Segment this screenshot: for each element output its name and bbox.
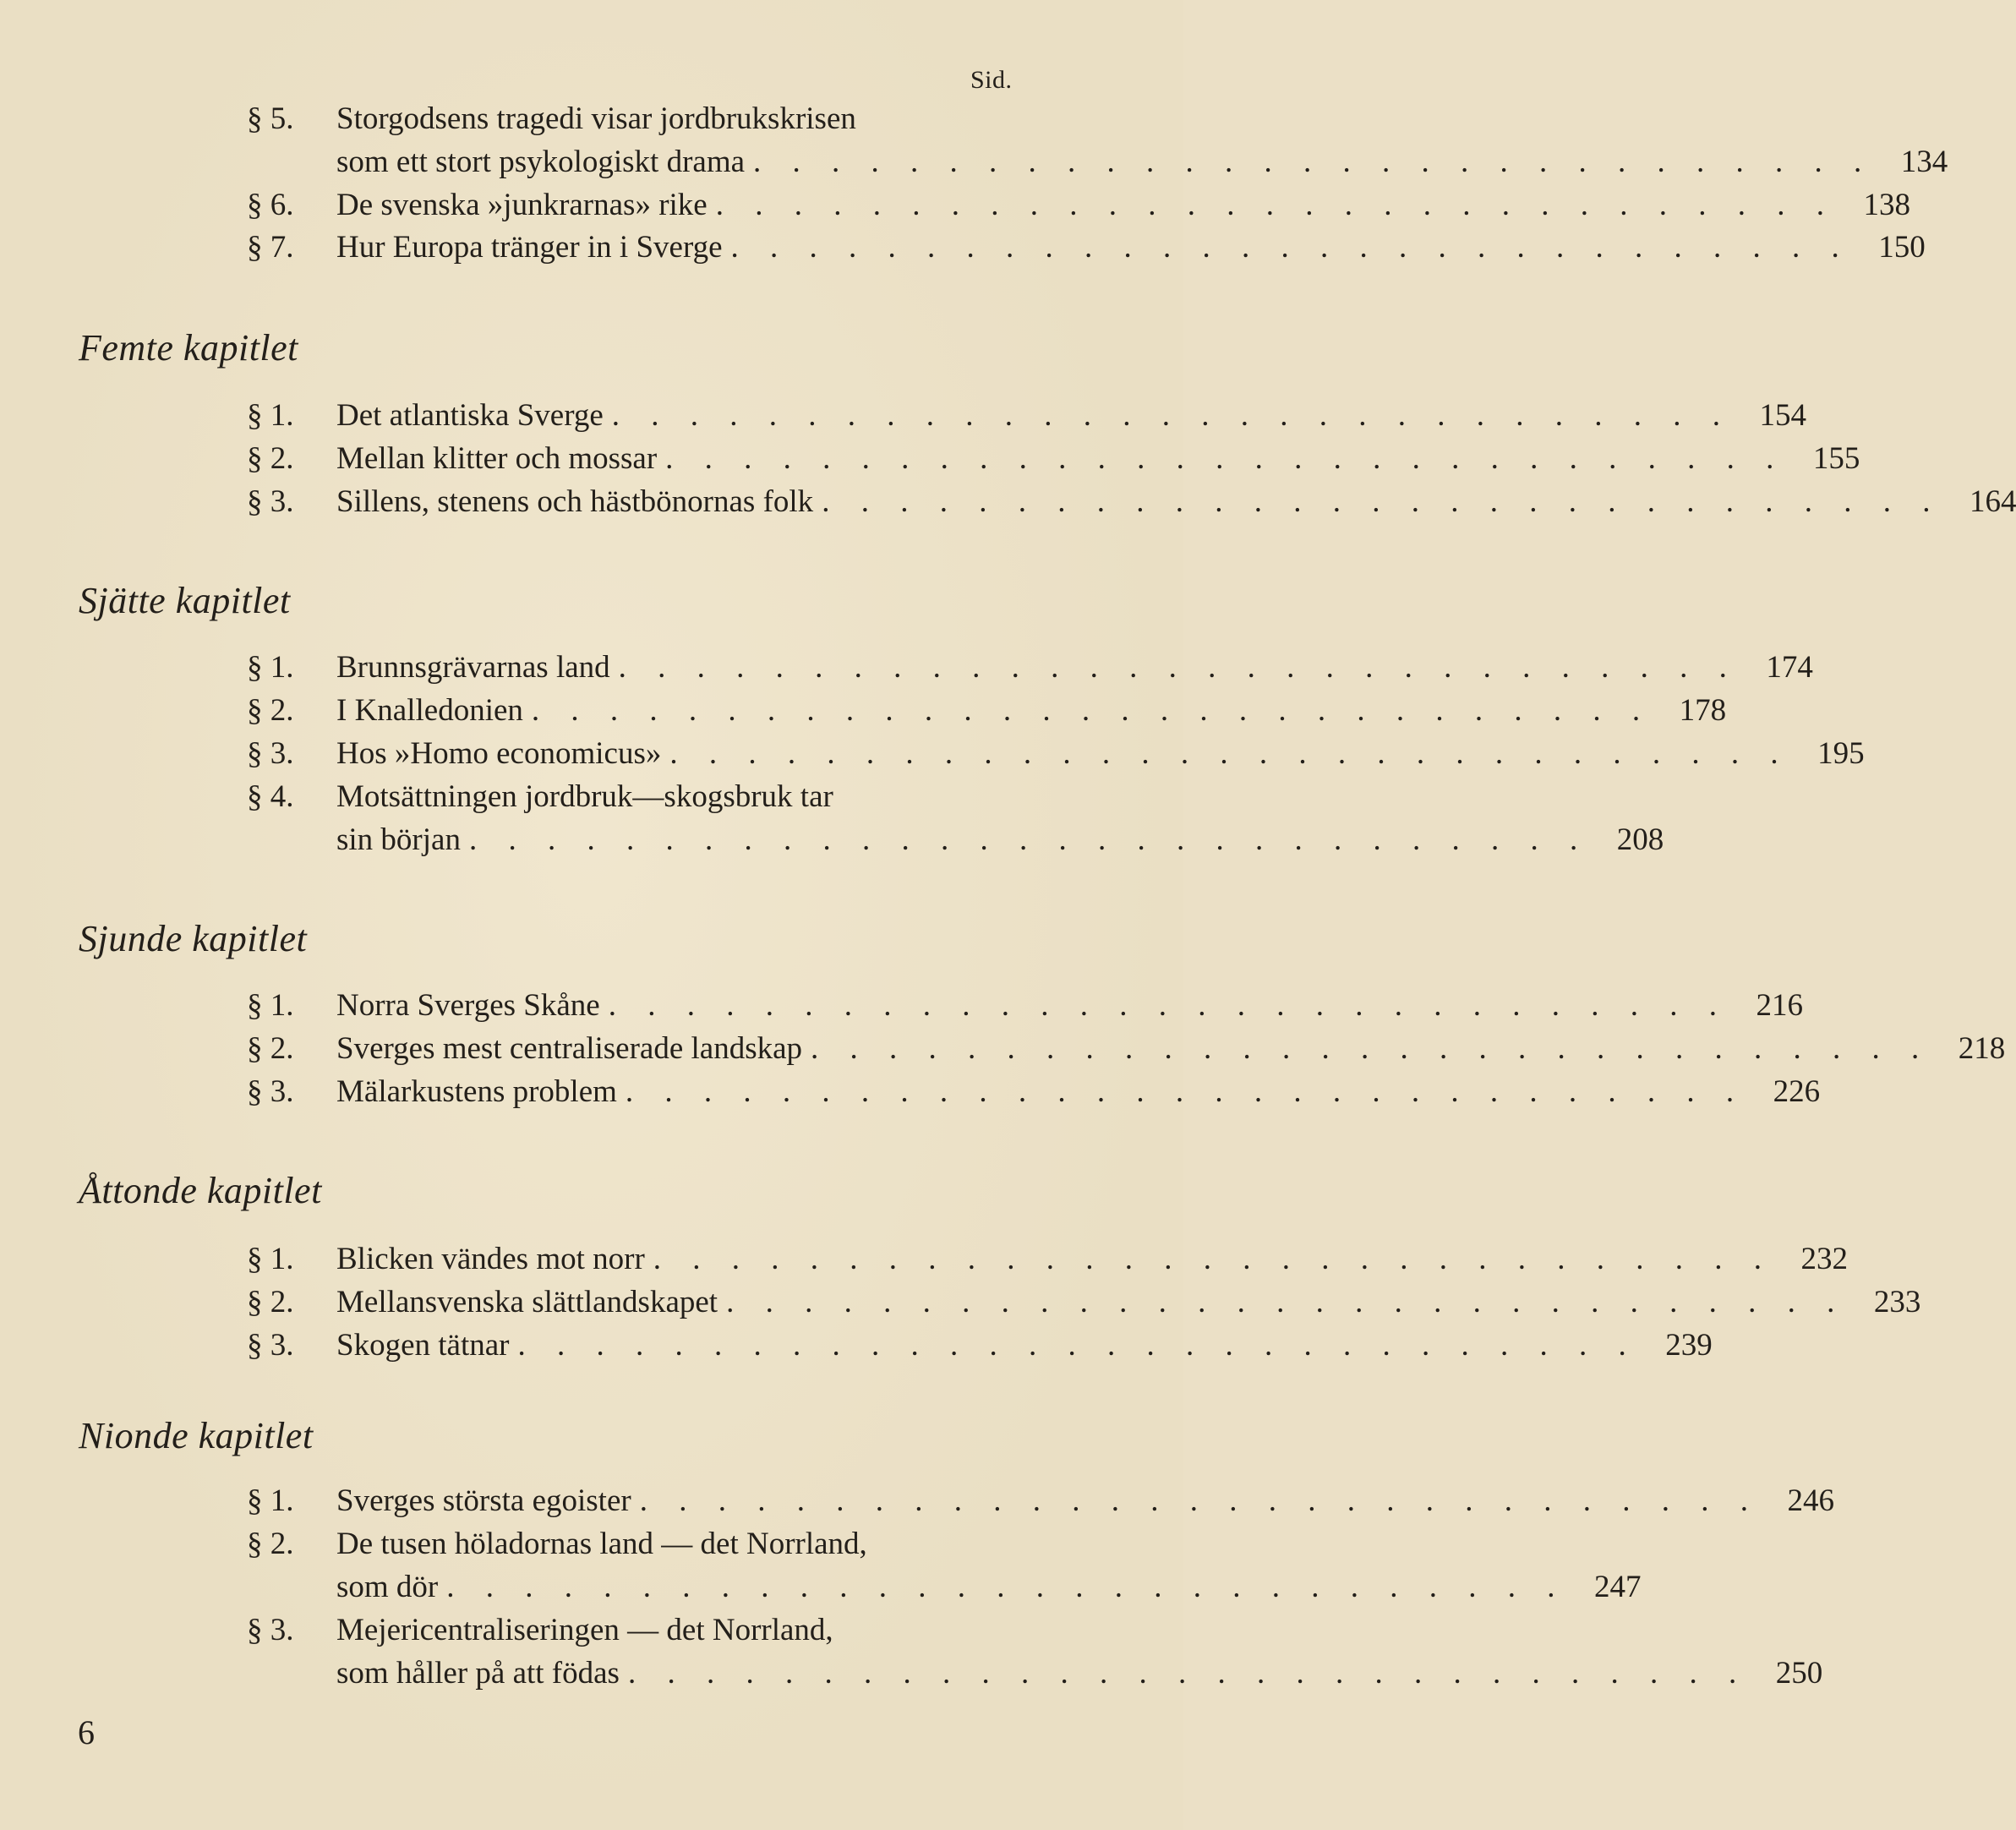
chapter-heading: Sjunde kapitlet <box>79 918 308 959</box>
entry-title: Norra Sverges Skåne <box>336 988 600 1023</box>
dot-leader: . . . . . . . . . . . . . . . . . . . . . . . . . . . . . <box>639 1483 1760 1518</box>
entry-title: som håller på att födas <box>336 1656 620 1691</box>
dot-leader: . . . . . . . . . . . . . . . . . . . . . . . . . . . . . <box>468 822 1590 857</box>
page-number: 226 <box>1773 1074 1821 1109</box>
section-number: § 2. <box>247 1285 294 1319</box>
toc-entry <box>247 1325 1713 1367</box>
toc-entry <box>247 438 1860 480</box>
dot-leader: . . . . . . . . . . . . . . . . . . . . . . . . . . . . . <box>446 1570 1567 1604</box>
toc-entry <box>247 227 1926 269</box>
dot-leader: . . . . . . . . . . . . . . . . . . . . . . . . . . . . . <box>618 650 1739 685</box>
page-number: 233 <box>1873 1285 1921 1319</box>
section-number: § 3. <box>247 1328 294 1363</box>
dot-leader: . . . . . . . . . . . . . . . . . . . . . . . . . . . . . <box>611 398 1733 433</box>
dot-leader: . . . . . . . . . . . . . . . . . . . . . . . . . . . . . <box>531 693 1653 728</box>
dot-leader: . . . . . . . . . . . . . . . . . . . . . . . . . . . . . <box>669 736 1790 771</box>
entry-title: Det atlantiska Sverge <box>336 398 604 433</box>
section-number: § 3. <box>247 736 294 771</box>
page-number: 138 <box>1863 188 1910 222</box>
section-number: § 1. <box>247 988 294 1023</box>
section-number: § 1. <box>247 1483 294 1518</box>
toc-entry <box>247 1238 1849 1281</box>
chapter-heading: Femte kapitlet <box>79 327 298 369</box>
entry-title: Hos »Homo economicus» <box>336 736 662 771</box>
page-number: 216 <box>1756 988 1803 1023</box>
page-number: 246 <box>1787 1483 1834 1518</box>
page-number: 250 <box>1775 1656 1823 1691</box>
toc-entry-continuation <box>247 1566 1642 1609</box>
dot-leader: . . . . . . . . . . . . . . . . . . . . . . . . . . . . . <box>822 484 1942 519</box>
toc-entry <box>247 1281 1921 1324</box>
section-number: § 2. <box>247 693 294 728</box>
entry-title: Skogen tätnar <box>336 1328 510 1363</box>
entry-title: Storgodsens tragedi visar jordbrukskrisen <box>336 101 856 136</box>
dot-leader: . . . . . . . . . . . . . . . . . . . . . . . . . . . . . <box>665 441 1786 476</box>
dot-leader: . . . . . . . . . . . . . . . . . . . . . . . . . . . . . <box>608 988 1729 1023</box>
section-number: § 3. <box>247 1074 294 1109</box>
dot-leader: . . . . . . . . . . . . . . . . . . . . . . . . . . . . . <box>811 1031 1931 1066</box>
toc-entry <box>247 776 1024 818</box>
toc-entry <box>247 1523 1024 1565</box>
toc-entry <box>247 733 1865 775</box>
toc-entry-continuation <box>247 819 1664 861</box>
dot-leader: . . . . . . . . . . . . . . . . . . . . . . . . . . . . . <box>517 1328 1638 1363</box>
chapter-heading: Nionde kapitlet <box>79 1415 314 1456</box>
toc-entry <box>247 98 1024 140</box>
page-folio: 6 <box>78 1713 95 1751</box>
entry-title: Hur Europa tränger in i Sverge <box>336 230 723 265</box>
chapter-heading: Sjätte kapitlet <box>79 580 291 621</box>
entry-title: Mejericentraliseringen — det Norrland, <box>336 1613 833 1647</box>
dot-leader: . . . . . . . . . . . . . . . . . . . . . . . . . . . . . <box>627 1656 1749 1691</box>
dot-leader: . . . . . . . . . . . . . . . . . . . . . . . . . . . . . <box>715 188 1836 222</box>
toc-entry <box>247 647 1813 689</box>
section-number: § 1. <box>247 1242 294 1276</box>
section-number: § 1. <box>247 650 294 685</box>
entry-title: De svenska »junkrarnas» rike <box>336 188 708 222</box>
toc-entry <box>247 1028 2006 1070</box>
toc-entry-continuation <box>247 1652 1823 1695</box>
page-number: 164 <box>1969 484 2016 519</box>
entry-title: sin början <box>336 822 461 857</box>
entry-title: Blicken vändes mot norr <box>336 1242 645 1276</box>
dot-leader: . . . . . . . . . . . . . . . . . . . . . . . . . . . . . <box>753 145 1874 179</box>
entry-title: Brunnsgrävarnas land <box>336 650 610 685</box>
entry-title: Motsättningen jordbruk—skogsbruk tar <box>336 779 833 814</box>
page-number: 232 <box>1800 1242 1849 1276</box>
entry-title: Mälarkustens problem <box>336 1074 617 1109</box>
toc-entry <box>247 690 1727 732</box>
chapter-heading: Åttonde kapitlet <box>79 1170 322 1211</box>
toc-entry <box>247 1071 1821 1113</box>
toc-entry <box>247 1480 1834 1522</box>
page-number: 150 <box>1878 230 1926 265</box>
page-number: 174 <box>1766 650 1813 685</box>
section-number: § 4. <box>247 779 294 814</box>
page-number: 154 <box>1759 398 1807 433</box>
entry-title: Sverges mest centraliserade landskap <box>336 1031 803 1066</box>
dot-leader: . . . . . . . . . . . . . . . . . . . . . . . . . . . . . <box>653 1242 1774 1276</box>
section-number: § 7. <box>247 230 294 265</box>
page-number: 247 <box>1594 1570 1642 1604</box>
entry-title: Sillens, stenens och hästbönornas folk <box>336 484 814 519</box>
dot-leader: . . . . . . . . . . . . . . . . . . . . . . . . . . . . . <box>625 1074 1746 1109</box>
entry-title: I Knalledonien <box>336 693 523 728</box>
entry-title: Mellan klitter och mossar <box>336 441 658 476</box>
page-number: 195 <box>1817 736 1865 771</box>
toc-entry <box>247 184 1910 227</box>
toc-entry <box>247 395 1807 437</box>
entry-title: Mellansvenska slättlandskapet <box>336 1285 718 1319</box>
entry-title: som ett stort psykologiskt drama <box>336 145 746 179</box>
page-number: 155 <box>1812 441 1860 476</box>
page-number: 134 <box>1900 145 1948 179</box>
dot-leader: . . . . . . . . . . . . . . . . . . . . . . . . . . . . . <box>726 1285 1847 1319</box>
dot-leader: . . . . . . . . . . . . . . . . . . . . . . . . . . . . . <box>730 230 1851 265</box>
page-number: 178 <box>1679 693 1727 728</box>
page-column-label: Sid. <box>970 66 1013 94</box>
entry-title: som dör <box>336 1570 439 1604</box>
page-number: 218 <box>1958 1031 2006 1066</box>
toc-entry-continuation <box>247 141 1948 183</box>
entry-title: De tusen höladornas land — det Norrland, <box>336 1527 867 1561</box>
section-number: § 2. <box>247 1527 294 1561</box>
section-number: § 6. <box>247 188 294 222</box>
section-number: § 1. <box>247 398 294 433</box>
entry-title: Sverges största egoister <box>336 1483 631 1518</box>
page-number: 239 <box>1665 1328 1713 1363</box>
section-number: § 5. <box>247 101 294 136</box>
page-number: 208 <box>1616 822 1664 857</box>
toc-entry <box>247 1609 1024 1652</box>
section-number: § 3. <box>247 1613 294 1647</box>
section-number: § 2. <box>247 441 294 476</box>
section-number: § 3. <box>247 484 294 519</box>
toc-entry <box>247 985 1803 1027</box>
toc-entry <box>247 481 2016 523</box>
section-number: § 2. <box>247 1031 294 1066</box>
